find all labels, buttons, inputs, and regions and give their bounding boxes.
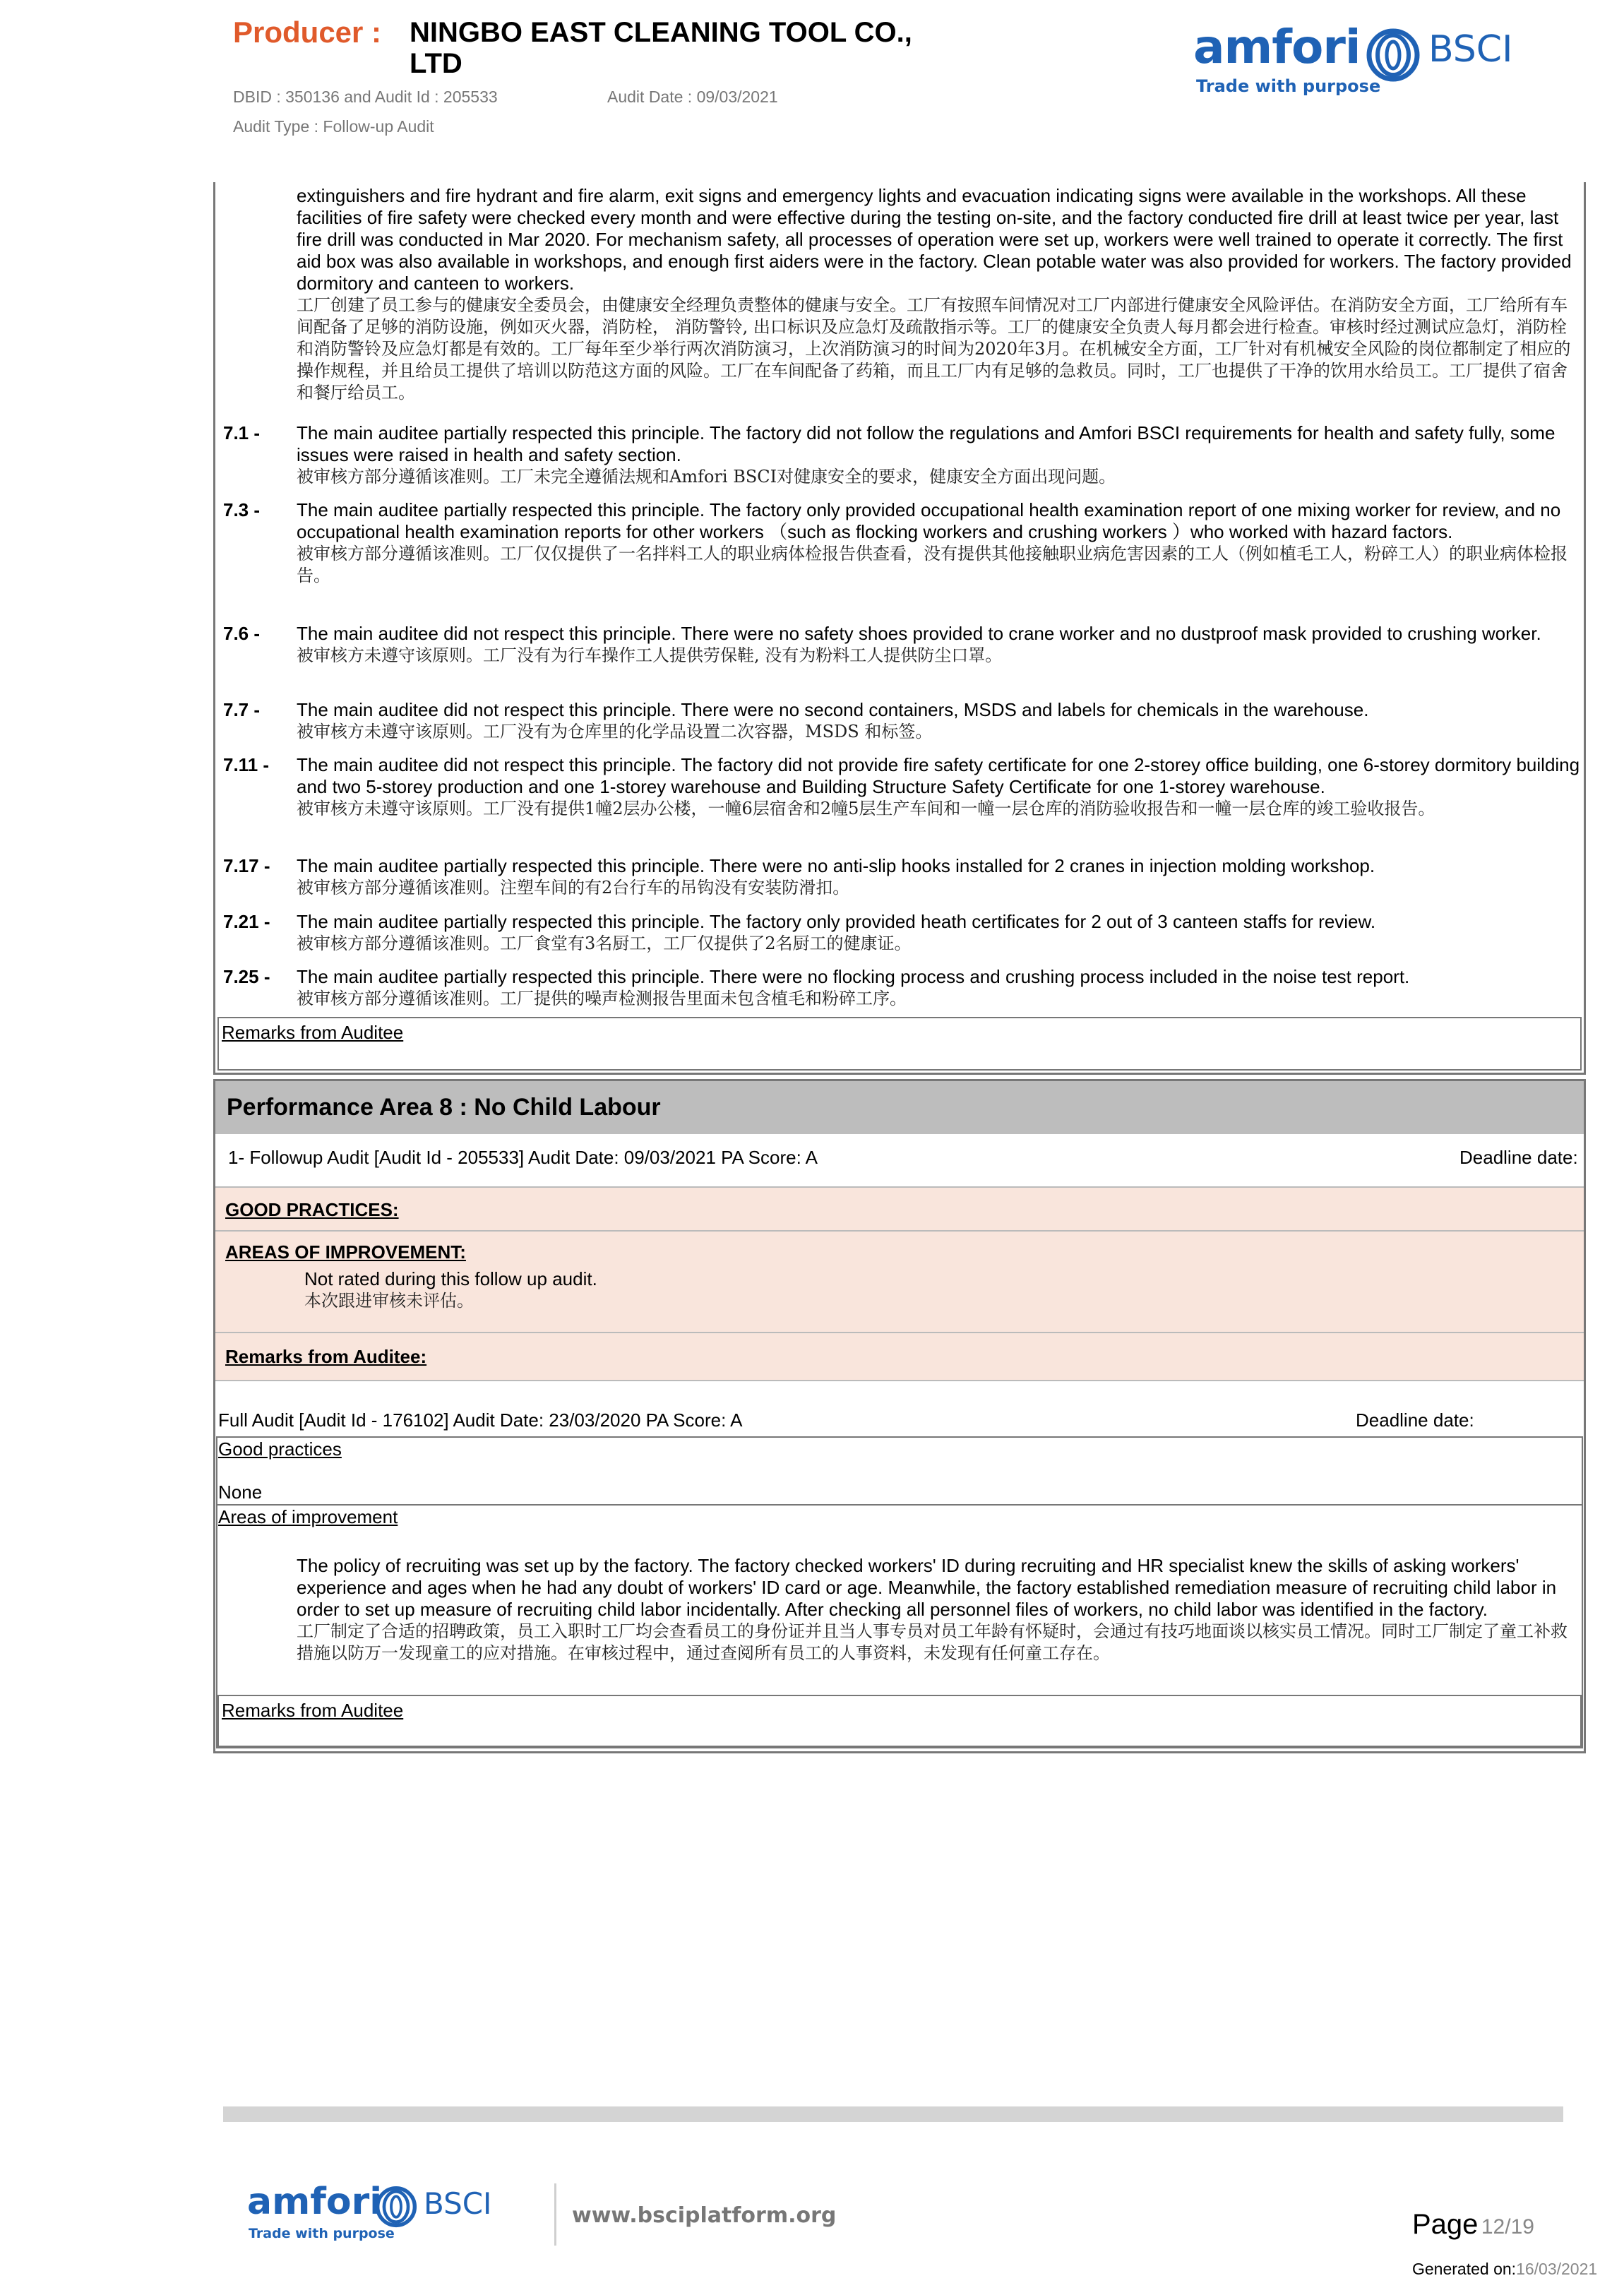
good-practices-row [215, 1188, 1584, 1232]
finding-zh: 被审核方部分遵循该准则。工厂仅仅提供了一名拌料工人的职业病体检报告供查看，没有提供其他接触职业病危害因素的工人（例如植毛工人，粉碎工人）的职业病体检报告。 [297, 544, 1568, 585]
areas-improvement-title: AREAS OF IMPROVEMENT: [225, 1241, 466, 1263]
audit-date: Audit Date : 09/03/2021 [607, 88, 778, 106]
page-label: Page [1412, 2209, 1479, 2240]
pa7-continuation [297, 185, 1582, 404]
remarks-title: Remarks from Auditee: [225, 1346, 427, 1367]
followup-line: 1- Followup Audit [Audit Id - 205533] Audit Date: 09/03/2021 PA Score: A [228, 1147, 818, 1168]
followup-deadline: Deadline date: [1459, 1147, 1578, 1168]
finding-number: 7.6 - [223, 623, 261, 644]
full-audit-row [215, 1380, 1584, 1436]
page-number: 12/19 [1481, 2215, 1534, 2239]
finding-zh: 被审核方未遵守该原则。工厂没有为仓库里的化学品设置二次容器，MSDS 和标签。 [297, 722, 933, 741]
finding-en: The main auditee partially respected this principle. The factory only provided occupational health examination report of one mixing worker for review, and no occupational health examination reports for other workers （such as flocking workers and crushing workers ）who worked with hazard factors. [297, 499, 1561, 542]
finding-en: The main auditee partially respected this principle. There were no anti-slip hooks installed for 2 cranes in injection molding workshop. [297, 855, 1375, 876]
remarks-from-auditee: Remarks from Auditee [222, 1022, 404, 1043]
logo-word: amfori [1193, 20, 1361, 74]
footer-logo-tagline: Trade with purpose [249, 2226, 395, 2241]
remarks-from-auditee-2: Remarks from Auditee [222, 1700, 404, 1721]
pa8-header [215, 1081, 1584, 1134]
finding-item [297, 422, 1582, 488]
footer-amfori-ring-icon [374, 2185, 418, 2229]
continuation-en: extinguishers and fire hydrant and fire alarm, exit signs and emergency lights and evacuation indicating signs were available in the workshops. All these facilities of fire safety were checked every month and were effective during the testing on-site, and the factory conducted fire drill at least twice per year, last fire drill was conducted in Mar 2020. For mechanism safety, all processes of operation were set up, workers were well trained to operate it correctly. The first aid box was also available in workshops, and enough first aiders were in the factory. Clean potable water was also provided for workers. The factory provided dormitory and canteen to workers. [297, 185, 1572, 294]
generated-label: Generated on: [1412, 2260, 1517, 2278]
producer-name: NINGBO EAST CLEANING TOOL CO., LTD [410, 17, 912, 79]
finding-number: 7.17 - [223, 855, 270, 876]
finding-number: 7.21 - [223, 911, 270, 932]
pa8-title: Performance Area 8 : No Child Labour [227, 1094, 661, 1121]
footer-divider [223, 2106, 1563, 2122]
generated-on [1412, 2260, 1597, 2279]
policy-text [297, 1555, 1582, 1664]
remarks-row [215, 1333, 1584, 1380]
finding-item [297, 754, 1582, 820]
finding-en: The main auditee did not respect this principle. There were no safety shoes provided to crane worker and no dustproof mask provided to crushing worker. [297, 623, 1541, 644]
audit-type: Audit Type : Follow-up Audit [233, 117, 434, 136]
followup-row [215, 1134, 1584, 1188]
continuation-zh: 工厂创建了员工参与的健康安全委员会，由健康安全经理负责整体的健康与安全。工厂有按照车间情况对工厂内部进行健康安全风险评估。在消防安全方面，工厂给所有车间配备了足够的消防设施，例如灭火器，消防栓， 消防警铃, 出口标识及应急灯及疏散指示等。工厂的健康安全负责人每月都会进行检查。审核时经过测试应急灯，消防栓和消防警铃及应急灯都是有效的。工厂每年至少举行两次消防演习，上次消防演习的时间为2020年3月。在机械安全方面，工厂针对有机械安全风险的岗位都制定了相应的操作规程，并且给员工提供了培训以防范这方面的风险。工厂在车间配备了药箱，而且工厂内有足够的急救员。同时，工厂也提供了干净的饮用水给员工。工厂提供了宿舍和餐厅给员工。 [297, 295, 1571, 403]
good-practices-box [216, 1436, 1583, 1506]
finding-en: The main auditee partially respected this principle. The factory only provided heath certificates for 2 out of 3 canteen staffs for review. [297, 911, 1376, 932]
not-rated-zh: 本次跟进审核未评估。 [304, 1291, 474, 1311]
full-audit-line: Full Audit [Audit Id - 176102] Audit Date: 23/03/2020 PA Score: A [218, 1409, 743, 1431]
finding-zh: 被审核方未遵守该原则。工厂没有为行车操作工人提供劳保鞋, 没有为粉料工人提供防尘口罩。 [297, 645, 1003, 665]
not-rated-en: Not rated during this follow up audit. [304, 1268, 597, 1289]
logo-bsci: BSCI [1428, 28, 1513, 71]
finding-en: The main auditee did not respect this principle. The factory did not provide fire safety certificate for one 2-storey office building, one 6-storey dormitory building and two 5-storey production and one 1-storey warehouse and Building Structure Safety Certificate for one 1-storey warehouse. [297, 754, 1580, 797]
finding-zh: 被审核方部分遵循该准则。工厂食堂有3名厨工，工厂仅提供了2名厨工的健康证。 [297, 934, 912, 953]
finding-item [297, 911, 1582, 955]
amfori-bsci-logo [1193, 20, 1518, 105]
areas-improvement-label: Areas of improvement [218, 1506, 398, 1527]
finding-en: The main auditee did not respect this principle. There were no second containers, MSDS and labels for chemicals in the warehouse. [297, 699, 1369, 720]
footer-logo-word: amfori [247, 2181, 383, 2223]
footer-separator [554, 2183, 556, 2246]
amfori-ring-icon [1365, 27, 1421, 83]
policy-zh: 工厂制定了合适的招聘政策，员工入职时工厂均会查看员工的身份证并且当人事专员对员工年龄有怀疑时，会通过有技巧地面谈以核实员工情况。同时工厂制定了童工补救措施以防万一发现童工的应对措施。在审核过程中，通过查阅所有员工的人事资料，未发现有任何童工存在。 [297, 1621, 1568, 1663]
good-practices-none: None [218, 1482, 263, 1503]
finding-en: The main auditee partially respected this principle. The factory did not follow the regulations and Amfori BSCI requirements for health and safety fully, some issues were raised in health and safety section. [297, 422, 1556, 465]
policy-en: The policy of recruiting was set up by the factory. The factory checked workers' ID during recruiting and HR specialist knew the skills of asking workers' experience and ages when he had any doubt of workers' ID card or age. Meanwhile, the factory established remediation measure of recruiting child labor in order to set up measure of recruiting child labor incidentally. After checking all personnel files of workers, no child labor was identified in the factory. [297, 1555, 1557, 1620]
remarks-box-2 [217, 1695, 1582, 1747]
dbid-line: DBID : 350136 and Audit Id : 205533 [233, 88, 498, 106]
footer-logo-bsci: BSCI [424, 2186, 492, 2221]
good-practices-label: Good practices [218, 1438, 342, 1460]
footer-website: www.bsciplatform.org [572, 2203, 837, 2228]
footer-amfori-bsci-logo [247, 2181, 501, 2251]
finding-zh: 被审核方部分遵循该准则。工厂提供的噪声检测报告里面未包含植毛和粉碎工序。 [297, 989, 907, 1008]
finding-number: 7.11 - [223, 754, 270, 775]
good-practices-title: GOOD PRACTICES: [225, 1199, 399, 1220]
producer-label: Producer : [233, 16, 382, 49]
finding-zh: 被审核方未遵守该原则。工厂没有提供1幢2层办公楼，一幢6层宿舍和2幢5层生产车间和一幢一层仓库的消防验收报告和一幢一层仓库的竣工验收报告。 [297, 799, 1435, 818]
full-audit-deadline: Deadline date: [1356, 1409, 1474, 1431]
areas-improvement-row [215, 1232, 1584, 1333]
finding-item [297, 623, 1582, 667]
finding-item [297, 499, 1582, 587]
logo-tagline: Trade with purpose [1196, 76, 1381, 96]
finding-en: The main auditee partially respected this principle. There were no flocking process and crushing process included in the noise test report. [297, 966, 1410, 987]
generated-date: 16/03/2021 [1516, 2260, 1598, 2278]
finding-zh: 被审核方部分遵循该准则。注塑车间的有2台行车的吊钩没有安装防滑扣。 [297, 878, 850, 898]
finding-zh: 被审核方部分遵循该准则。工厂未完全遵循法规和Amfori BSCI对健康安全的要求，健康安全方面出现问题。 [297, 467, 1116, 487]
finding-number: 7.3 - [223, 499, 261, 520]
finding-item [297, 966, 1582, 1010]
page-indicator [1412, 2209, 1534, 2241]
finding-number: 7.7 - [223, 699, 261, 720]
finding-number: 7.1 - [223, 422, 261, 443]
finding-item [297, 699, 1582, 743]
finding-number: 7.25 - [223, 966, 270, 987]
finding-item [297, 855, 1582, 899]
remarks-box [217, 1017, 1582, 1071]
